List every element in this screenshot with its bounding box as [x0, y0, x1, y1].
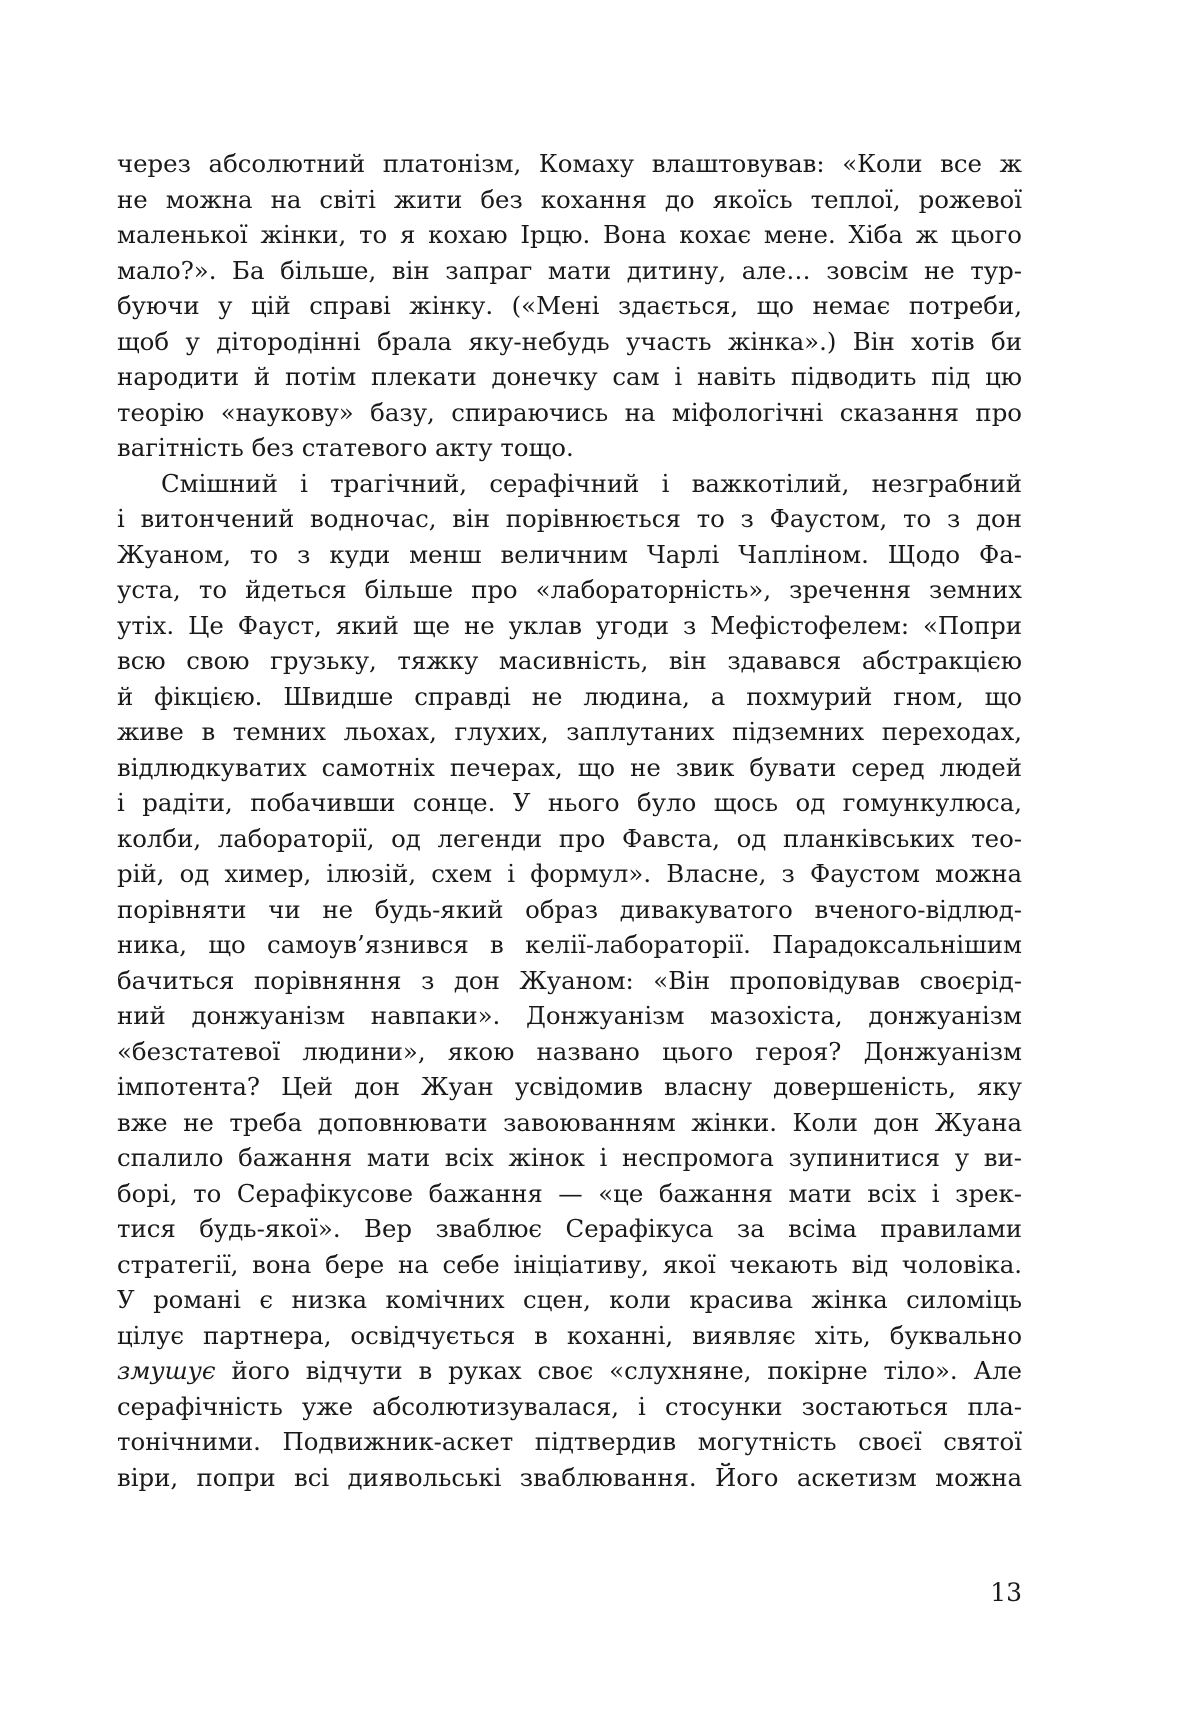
- text-line: Жуаном, то з куди менш величним Чарлі Чапліном. Щодо Фа-: [117, 539, 1022, 569]
- text-line: «безстатевої людини», якою названо цього героя? Донжуанізм: [117, 1036, 1022, 1066]
- text-line: ний донжуанізм навпаки». Донжуанізм мазохіста, донжуанізм: [117, 1001, 1022, 1030]
- text-line: імпотента? Цей дон Жуан усвідомив власну довершеність, яку: [117, 1072, 1022, 1101]
- text-line: стратегії, вона бере на себе ініціативу, якої чекають від чоловіка.: [117, 1249, 1022, 1279]
- text-line: мало?». Ба більше, він запраг мати дитину, але… зовсім не тур-: [117, 255, 1022, 285]
- text-line: і витончений водночас, він порівнюється то з Фаустом, то з дон: [117, 504, 1022, 533]
- text-line: щоб у дітородінні брала яку-небудь участь жінка».) Він хотів би: [117, 326, 1022, 356]
- text-line: відлюдкуватих самотніх печерах, що не звик бувати серед людей: [117, 752, 1022, 782]
- text-line: ника, що самоув’язнився в келії-лабораторії. Парадоксальнішим: [117, 930, 1022, 959]
- text-line: цілує партнера, освідчується в коханні, виявляє хіть, буквально: [117, 1320, 1022, 1350]
- text-line: через абсолютний платонізм, Комаху влаштовував: «Коли все ж: [117, 149, 1022, 178]
- text-line: борі, то Серафікусове бажання — «це бажання мати всіх і зрек-: [117, 1178, 1022, 1208]
- text-line: порівняти чи не будь-який образ дивакуватого вченого-відлюд-: [117, 894, 1022, 924]
- text-line: колби, лабораторії, од легенди про Фавста, од планківських тео-: [117, 823, 1022, 853]
- text-line: серафічність уже абсолютизувалася, і стосунки зостаються пла-: [117, 1391, 1022, 1421]
- text-line: утіх. Це Фауст, який ще не уклав угоди з Мефістофелем: «Попри: [117, 610, 1022, 640]
- text-line: рій, од химер, ілюзій, схем і формул». Власне, з Фаустом можна: [117, 859, 1022, 888]
- body-text: [117, 146, 1022, 1495]
- text-line: віри, попри всі диявольські зваблювання. Його аскетизм можна: [117, 1462, 1022, 1492]
- text-line: маленької жінки, то я кохаю Ірцю. Вона кохає мене. Хіба ж цього: [117, 220, 1022, 249]
- text-line: теорію «наукову» базу, спираючись на міфологічні сказання про: [117, 397, 1022, 427]
- text-line: спалило бажання мати всіх жінок і неспромога зупинитися у ви-: [117, 1143, 1022, 1172]
- text-line: У романі є низка комічних сцен, коли красива жінка силоміць: [117, 1285, 1022, 1314]
- text-line: живе в темних льохах, глухих, заплутаних підземних переходах,: [117, 717, 1022, 746]
- text-line: бачиться порівняння з дон Жуаном: «Він проповідував своєрід-: [117, 965, 1022, 995]
- text-line: тонічними. Подвижник-аскет підтвердив могутність своєї святої: [117, 1427, 1022, 1456]
- text-line: не можна на світі жити без кохання до якоїсь теплої, рожевої: [117, 184, 1022, 214]
- text-line: тися будь-якої». Вер зваблює Серафікуса за всіма правилами: [117, 1214, 1022, 1243]
- paragraph-end-line: вагітність без статевого акту тощо.: [117, 433, 574, 462]
- text-line: вже не треба доповнювати завоюванням жінки. Коли дон Жуана: [117, 1107, 1022, 1137]
- text-line: і радіти, побачивши сонце. У нього було щось од гомункулюса,: [117, 788, 1022, 817]
- text-line: уста, то йдеться більше про «лабораторність», зречення земних: [117, 575, 1022, 604]
- italic-word: змушує: [117, 1356, 216, 1385]
- paragraph-start-line: Смішний і трагічний, серафічний і важкотілий, незграбний: [161, 468, 1022, 498]
- line-remainder: його відчути в руках своє «слухняне, покірне тіло». Але: [215, 1356, 1022, 1385]
- text-line: народити й потім плекати донечку сам і навіть підводить під цю: [117, 362, 1022, 391]
- text-line: й фікцією. Швидше справді не людина, а похмурий гном, що: [117, 681, 1022, 711]
- page-number: 13: [990, 1578, 1022, 1607]
- text-line: буючи у цій справі жінку. («Мені здається, що немає потреби,: [117, 291, 1022, 320]
- text-line: всю свою грузьку, тяжку масивність, він здавався абстракцією: [117, 646, 1022, 675]
- text-line-with-italic: [117, 1353, 1022, 1389]
